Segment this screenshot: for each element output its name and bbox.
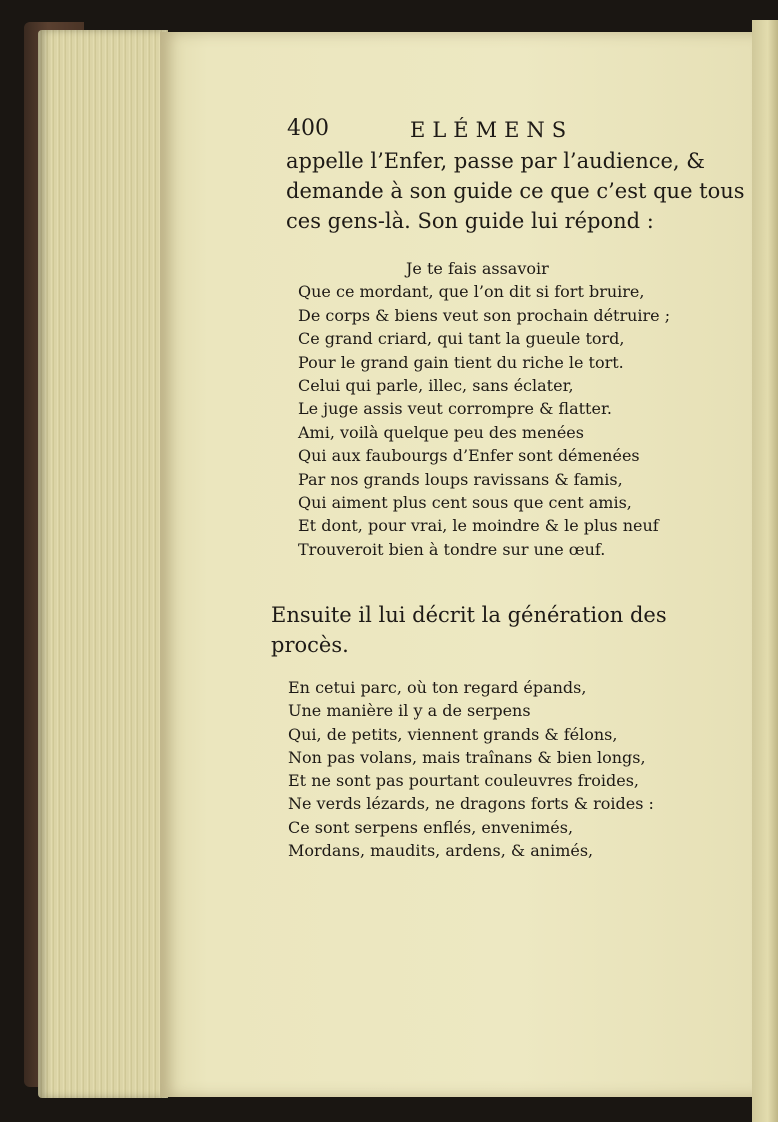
- middle-line: procès.: [271, 633, 349, 657]
- verse-block-2: [288, 676, 654, 862]
- verse-line: Et dont, pour vrai, le moindre & le plus neuf: [298, 516, 659, 536]
- next-page-edge: [752, 20, 778, 1122]
- verse-line: En cetui parc, où ton regard épands,: [288, 678, 587, 697]
- verse-line: Trouveroit bien à tondre sur une œuf.: [298, 539, 606, 559]
- verse-line: Qui aiment plus cent sous que cent amis,: [298, 493, 632, 513]
- intro-line: demande à son guide ce que c’est que tous: [286, 179, 745, 203]
- page-edges: [38, 30, 168, 1098]
- verse-line: Ce sont serpens enflés, envenimés,: [288, 817, 574, 837]
- verse-line: Une manière il y a de serpens: [288, 701, 531, 721]
- verse-line: Ce grand criard, qui tant la gueule tord,: [298, 329, 625, 349]
- verse-line: Pour le grand gain tient du riche le tort.: [298, 352, 624, 372]
- verse-line: Que ce mordant, que l’on dit si fort bruire,: [298, 282, 645, 302]
- verse-line: Celui qui parle, illec, sans éclater,: [298, 376, 574, 396]
- verse-line: Ne verds lézards, ne dragons forts & roides :: [288, 794, 654, 814]
- verse-line: De corps & biens veut son prochain détruire ;: [298, 305, 671, 325]
- verse-line: Le juge assis veut corrompre & flatter.: [298, 399, 612, 419]
- verse-block-1: [298, 257, 670, 561]
- middle-paragraph: [271, 600, 667, 660]
- verse-line: Et ne sont pas pourtant couleuvres froides,: [288, 771, 639, 791]
- verse-line: Qui aux faubourgs d’Enfer sont démenées: [298, 446, 640, 466]
- verse-line: Mordans, maudits, ardens, & animés,: [288, 841, 594, 861]
- middle-line: Ensuite il lui décrit la génération des: [271, 603, 667, 627]
- verse-line: Ami, voilà quelque peu des menées: [298, 422, 584, 442]
- verse-line: Par nos grands loups ravissans & famis,: [298, 469, 623, 489]
- page-number: 400: [287, 116, 329, 141]
- verse-line: Qui, de petits, viennent grands & félons,: [288, 724, 618, 744]
- intro-line: ces gens-là. Son guide lui répond :: [286, 209, 654, 233]
- intro-paragraph: [286, 146, 745, 236]
- running-head: ELÉMENS: [410, 118, 574, 142]
- verse-line: Je te fais assavoir: [406, 259, 549, 278]
- verse-line: Non pas volans, mais traînans & bien longs,: [288, 747, 646, 767]
- intro-line: appelle l’Enfer, passe par l’audience, &: [286, 149, 705, 173]
